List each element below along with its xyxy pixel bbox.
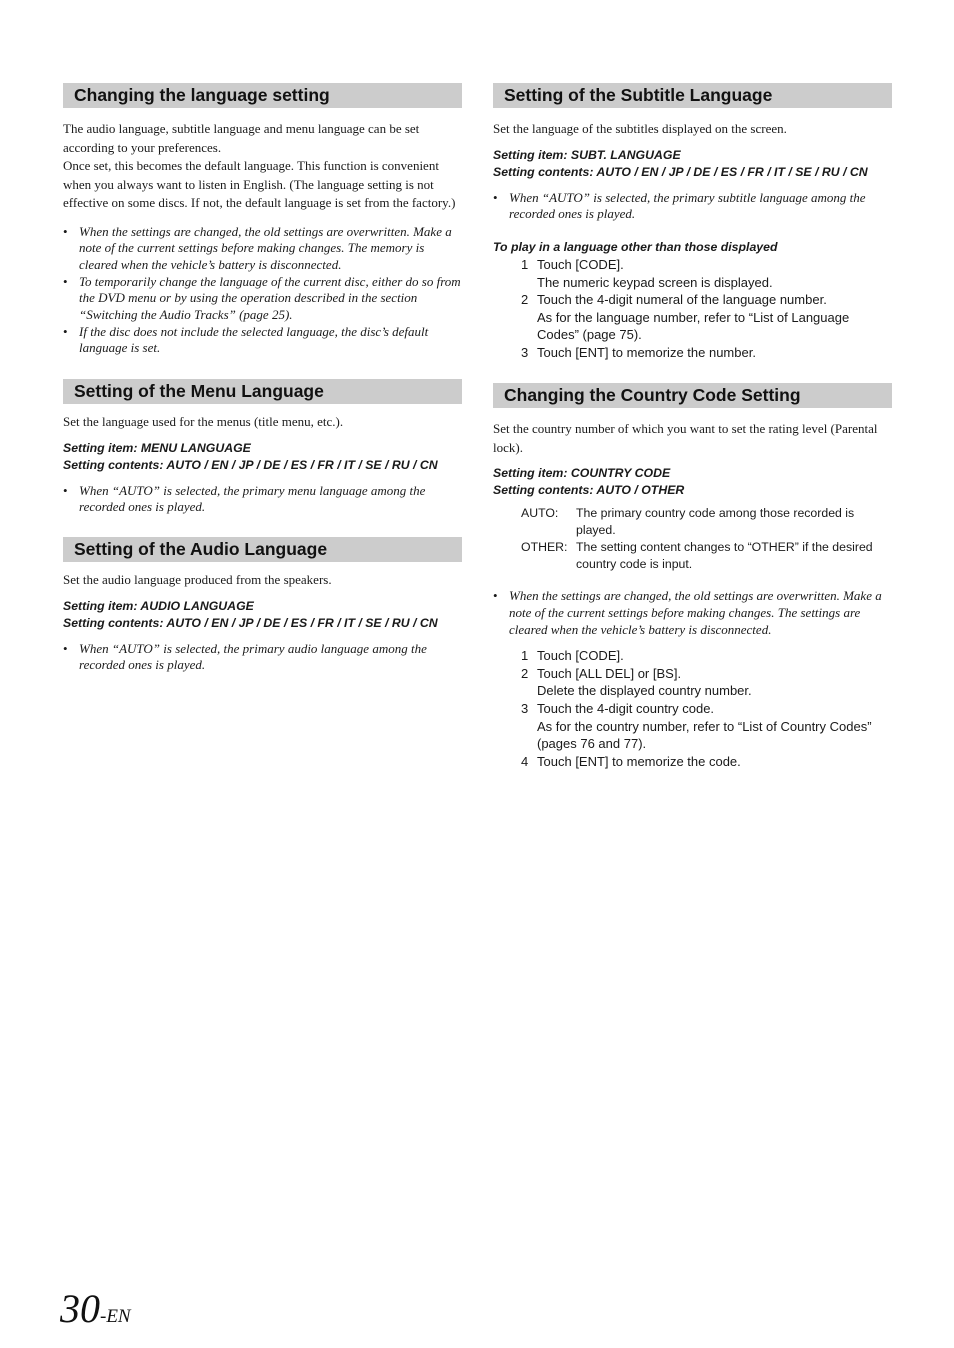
step-item: 1 Touch [CODE]. The numeric keypad screen is displayed.	[521, 256, 773, 290]
notes-list	[63, 483, 462, 516]
setting-item: Setting item: COUNTRY CODE	[493, 466, 671, 481]
setting-item: Setting item: SUBT. LANGUAGE	[493, 147, 681, 162]
section-title-subtitle-language: Setting of the Subtitle Language	[493, 83, 892, 108]
step-item: 2 Touch the 4-digit numeral of the language number. As for the language number, refer to “List of Language Codes” (page 75).	[521, 292, 850, 343]
step-item: 4 Touch [ENT] to memorize the code.	[521, 753, 741, 769]
page-number-digits: 30	[60, 1286, 100, 1331]
setting-item: Setting item: AUDIO LANGUAGE	[63, 598, 254, 613]
step-item: 3 Touch the 4-digit country code. As for the country number, refer to “List of Country Codes” (pages 76 and 77).	[521, 700, 872, 752]
note-item: • To temporarily change the language of the current disc, either do so from the DVD menu or by using the operation described in the section “Switching the Audio Tracks” (page 25).	[63, 273, 461, 323]
section-title-country-code: Changing the Country Code Setting	[493, 383, 892, 408]
note-item: • When the settings are changed, the old settings are overwritten. Make a note of the current settings before making changes. The settings are cleared when the vehicle’s battery is disconnected.	[493, 588, 882, 637]
notes-list	[493, 588, 892, 638]
note-item: • When “AUTO” is selected, the primary subtitle language among the recorded ones is played.	[493, 189, 866, 222]
setting-contents: Setting contents: AUTO / EN / JP / DE / ES / FR / IT / SE / RU / CN	[493, 164, 868, 179]
audio-language-text: Set the audio language produced from the speakers.	[63, 572, 332, 588]
ent-button-ref: [ENT]	[575, 753, 609, 769]
definition-desc: The setting content changes to “OTHER” if the desired country code is input.	[576, 540, 873, 571]
section-title-audio-language: Setting of the Audio Language	[63, 537, 462, 562]
all-del-button-ref: [ALL DEL]	[575, 665, 635, 681]
bs-button-ref: [BS]	[652, 665, 678, 681]
setting-contents: Setting contents: AUTO / EN / JP / DE / ES / FR / IT / SE / RU / CN	[63, 615, 438, 630]
country-code-text: Set the country number of which you want to set the rating level (Parental lock).	[493, 421, 878, 455]
setting-item: Setting item: MENU LANGUAGE	[63, 440, 251, 455]
steps-list	[493, 647, 892, 770]
page-number-suffix: -EN	[100, 1306, 131, 1327]
bullet-icon: •	[63, 482, 68, 498]
bullet-icon: •	[493, 189, 498, 205]
code-button-ref: [CODE]	[575, 256, 621, 272]
step-item: 1 Touch [CODE].	[521, 648, 624, 664]
definition-term: AUTO:	[521, 506, 559, 521]
bullet-icon: •	[63, 273, 68, 289]
bullet-icon: •	[63, 323, 68, 339]
note-item: • When “AUTO” is selected, the primary audio language among the recorded ones is played.	[63, 640, 427, 673]
definition-row	[493, 539, 892, 572]
option-definitions	[493, 505, 892, 572]
left-column	[63, 83, 462, 674]
step-item: 3 Touch [ENT] to memorize the number.	[521, 344, 756, 360]
notes-list	[63, 641, 462, 674]
note-item: • If the disc does not include the selected language, the disc’s default language is set.	[63, 323, 429, 356]
section-title-menu-language: Setting of the Menu Language	[63, 379, 462, 404]
bullet-icon: •	[63, 640, 68, 656]
bullet-icon: •	[63, 223, 68, 239]
intro-paragraph: The audio language, subtitle language and menu language can be set according to your preferences.	[63, 121, 420, 155]
step-item: 2 Touch [ALL DEL] or [BS]. Delete the displayed country number.	[521, 665, 752, 699]
default-paragraph: Once set, this becomes the default language. This function is convenient when you always want to listen in English. (The language setting is not effective on some discs. If not, the default language is set from the factory.)	[63, 158, 456, 210]
definition-term: OTHER:	[521, 540, 568, 555]
subtitle-language-text: Set the language of the subtitles displayed on the screen.	[493, 121, 787, 136]
notes-list	[493, 190, 892, 223]
section-title-language-setting: Changing the language setting	[63, 83, 462, 108]
page-number	[60, 1285, 131, 1332]
steps-list	[493, 256, 892, 362]
ent-button-ref: [ENT]	[575, 344, 609, 360]
right-column	[493, 83, 892, 770]
setting-contents: Setting contents: AUTO / OTHER	[493, 483, 685, 498]
bullet-icon: •	[493, 588, 498, 604]
note-item: • When “AUTO” is selected, the primary menu language among the recorded ones is played.	[63, 482, 426, 515]
definition-desc: The primary country code among those recorded is played.	[576, 506, 855, 537]
setting-contents: Setting contents: AUTO / EN / JP / DE / ES / FR / IT / SE / RU / CN	[63, 457, 438, 472]
definition-row	[493, 505, 892, 538]
code-button-ref: [CODE]	[575, 648, 621, 664]
note-item: • When the settings are changed, the old settings are overwritten. Make a note of the current settings before making changes. The memory is cleared when the vehicle’s battery is disconnected.	[63, 223, 452, 272]
procedure-heading: To play in a language other than those displayed	[493, 239, 778, 254]
notes-list	[63, 224, 462, 358]
menu-language-text: Set the language used for the menus (title menu, etc.).	[63, 414, 344, 430]
